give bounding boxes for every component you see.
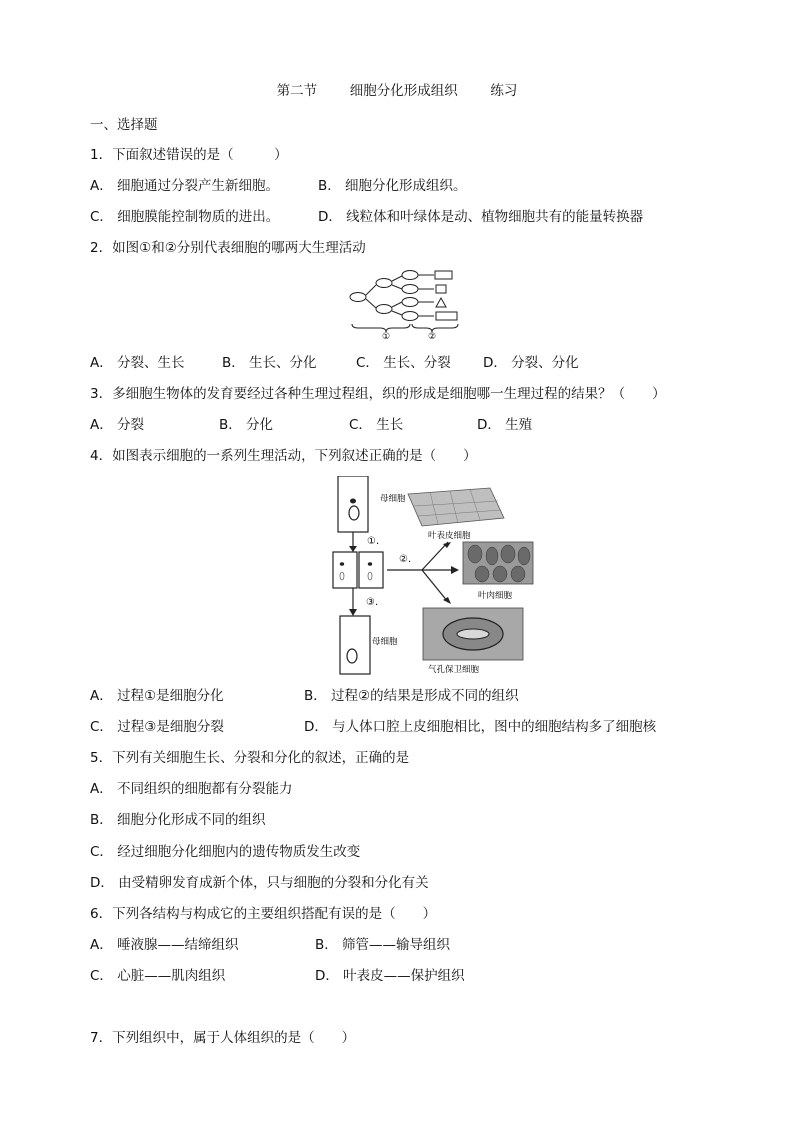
q1-option-d: D． 线粒体和叶绿体是动、植物细胞共有的能量转换器	[318, 209, 644, 225]
label-step-3: ③.	[366, 597, 379, 608]
q1-option-b: B． 细胞分化形成组织。	[318, 178, 467, 194]
q4-option-b: B． 过程②的结果是形成不同的组织	[304, 688, 519, 704]
divided-cell-right	[359, 552, 383, 588]
diagram-cell	[402, 285, 418, 294]
q2-option-d: D． 分裂、分化	[483, 355, 579, 371]
q6-option-b: B． 筛管——输导组织	[315, 937, 451, 953]
q1-option-c: C． 细胞膜能控制物质的进出。	[90, 209, 280, 225]
diagram-cell	[402, 298, 418, 307]
q3-option-a: A． 分裂	[90, 417, 145, 433]
q3-option-d: D． 生殖	[477, 417, 533, 433]
diagram-cell	[376, 279, 392, 288]
question-3-stem: 3．多细胞生物体的发育要经过各种生理过程组，织的形成是细胞哪一生理过程的结果？（ ）	[90, 386, 666, 402]
q5-option-a: A． 不同组织的细胞都有分裂能力	[90, 781, 293, 797]
question-4-stem: 4．如图表示细胞的一系列生理活动，下列叙述正确的是（ ）	[90, 448, 477, 464]
label-mother-cell-bottom: 母细胞	[372, 637, 398, 647]
cell-division-diagram	[340, 268, 465, 340]
diagram-cell	[376, 305, 392, 314]
mother-cell-bottom	[340, 616, 370, 674]
q3-option-c: C． 生长	[349, 417, 404, 433]
diagram-tissue-rect	[435, 271, 452, 279]
page-title	[0, 82, 794, 100]
q5-option-d: D． 由受精卵发育成新个体，只与细胞的分裂和分化有关	[90, 875, 429, 891]
mother-cell-top	[338, 476, 368, 532]
diagram-label-1: ①	[381, 332, 391, 340]
diagram-cell	[402, 271, 418, 280]
label-leaf-epidermis: 叶表皮细胞	[428, 531, 471, 541]
question-6-stem: 6．下列各结构与构成它的主要组织搭配有误的是（ ）	[90, 906, 437, 922]
label-guard-cell: 气孔保卫细胞	[428, 665, 480, 675]
title-section: 第二节	[276, 83, 318, 99]
q4-option-a: A． 过程①是细胞分化	[90, 688, 224, 704]
label-mesophyll: 叶肉细胞	[478, 591, 513, 601]
label-step-1: ①.	[367, 536, 380, 547]
q6-option-a: A． 唾液腺——结缔组织	[90, 937, 239, 953]
question-7-stem: 7．下列组织中，属于人体组织的是（ ）	[90, 1030, 356, 1046]
title-kind: 练习	[490, 83, 518, 99]
q2-option-b: B． 生长、分化	[222, 355, 317, 371]
q2-option-a: A． 分裂、生长	[90, 355, 185, 371]
diagram-cell-root	[350, 293, 366, 302]
divided-cell-left	[333, 552, 357, 588]
q6-option-c: C． 心脏——肌肉组织	[90, 968, 226, 984]
diagram-label-2: ②	[427, 332, 437, 340]
leaf-epidermis-image	[408, 488, 504, 526]
q1-option-a: A． 细胞通过分裂产生新细胞。	[90, 178, 280, 194]
q4-option-d: D． 与人体口腔上皮细胞相比，图中的细胞结构多了细胞核	[304, 719, 657, 735]
q5-option-c: C． 经过细胞分化细胞内的遗传物质发生改变	[90, 844, 361, 860]
label-mother-cell-top: 母细胞	[380, 494, 406, 504]
diagram-cell	[402, 312, 418, 321]
diagram-tissue-long	[436, 312, 457, 320]
title-topic: 细胞分化形成组织	[349, 83, 458, 99]
diagram-tissue-square	[436, 285, 446, 293]
question-1-stem: 1．下面叙述错误的是（ ）	[90, 147, 288, 163]
q2-option-c: C． 生长、分裂	[356, 355, 451, 371]
question-5-stem: 5．下列有关细胞生长、分裂和分化的叙述，正确的是	[90, 750, 410, 766]
q6-option-d: D． 叶表皮——保护组织	[315, 968, 465, 984]
label-step-2: ②.	[399, 554, 412, 565]
section-heading: 一、选择题	[90, 117, 158, 133]
q3-option-b: B． 分化	[219, 417, 274, 433]
q5-option-b: B． 细胞分化形成不同的组织	[90, 812, 266, 828]
diagram-tissue-triangle	[436, 298, 446, 307]
cell-differentiation-figure	[330, 476, 540, 676]
q4-option-c: C． 过程③是细胞分裂	[90, 719, 224, 735]
question-2-stem: 2．如图①和②分别代表细胞的哪两大生理活动	[90, 240, 366, 256]
